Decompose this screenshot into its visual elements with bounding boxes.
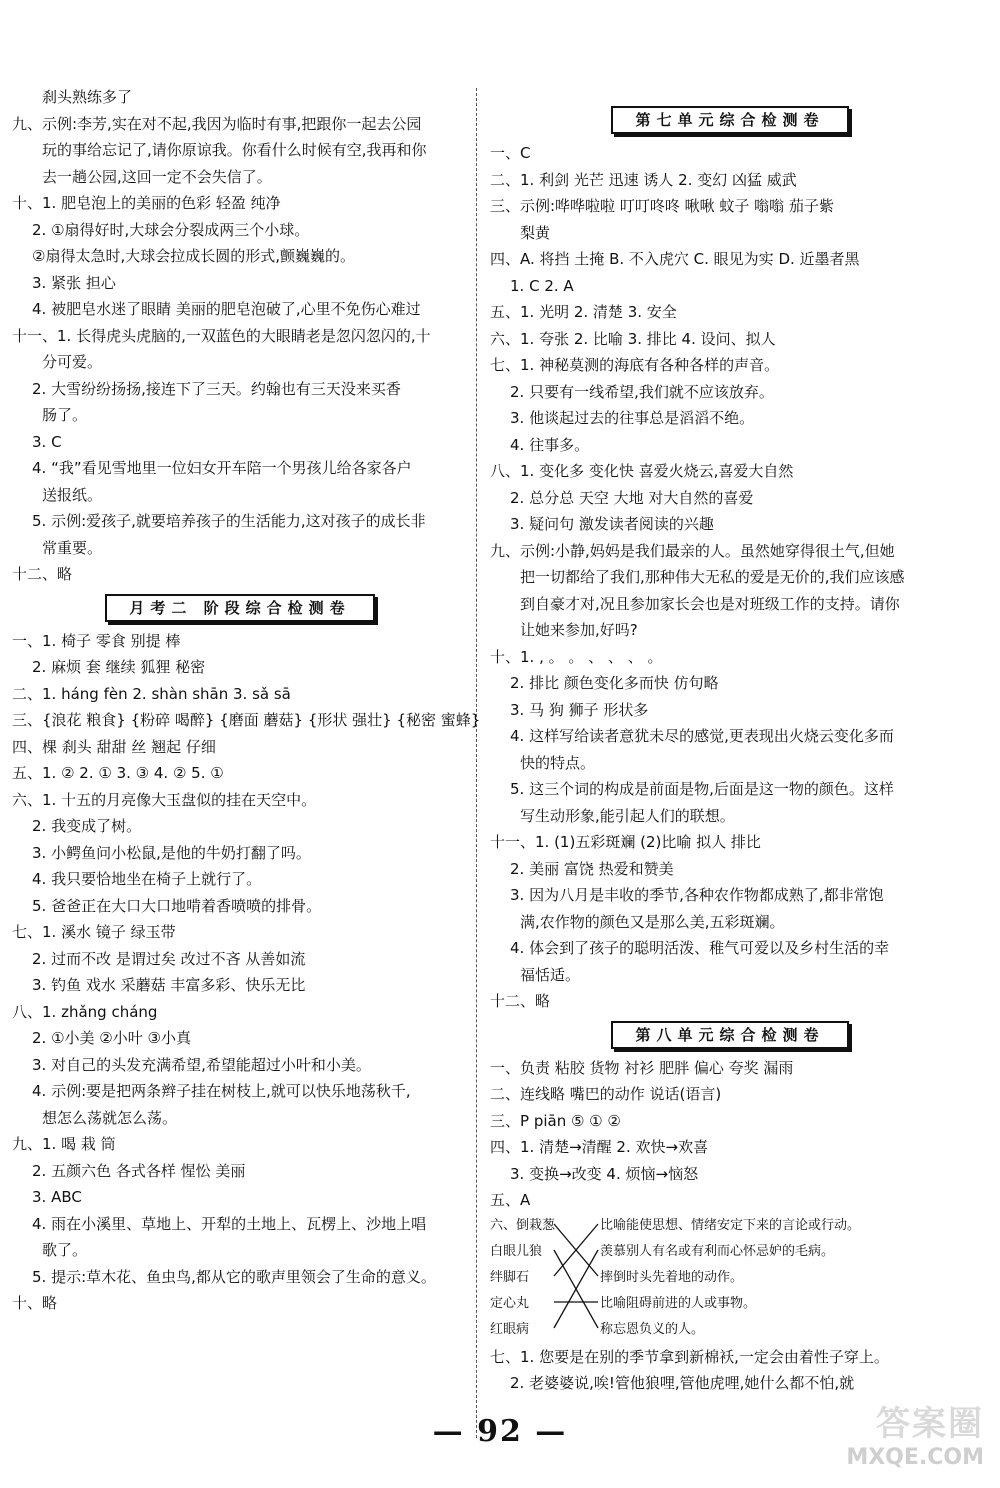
answer-line: ②扇得太急时,大球会拉成长圆的形式,颤巍巍的。: [32, 247, 355, 265]
matching-item: 绊脚石: [490, 1269, 530, 1285]
answer-line: 四、棵 刹头 甜甜 丝 翘起 仔细: [12, 737, 216, 756]
answer-line: 一、C: [490, 144, 531, 162]
answer-line: 九、示例:小静,妈妈是我们最亲的人。虽然她穿得很土气,但她: [490, 541, 895, 560]
answer-line: 八、1. 变化多 变化快 喜爱火烧云,喜爱大自然: [490, 462, 794, 480]
matching-item: 比喻阻碍前进的人或事物。: [600, 1295, 757, 1311]
answer-line: 三、P piān ⑤ ① ②: [490, 1111, 621, 1130]
answer-line: 3. ABC: [32, 1188, 82, 1206]
section-title-unit-8: [490, 1021, 970, 1049]
answer-line: 5. 提示:草木花、鱼虫鸟,都从它的歌声里领会了生命的意义。: [32, 1267, 436, 1286]
answer-line: 五、1. 光明 2. 清楚 3. 安全: [490, 303, 677, 321]
section-title-text: 第七单元综合检测卷: [611, 106, 848, 134]
answer-line: 十一、1. (1)五彩斑斓 (2)比喻 拟人 排比: [490, 833, 761, 851]
answer-line: 2. 大雪纷纷扬扬,接连下了三天。约翰也有三天没来买香: [32, 379, 401, 398]
answer-line: 4. 示例:要是把两条辫子挂在树枝上,就可以快乐地荡秋千,: [32, 1082, 411, 1100]
answer-line: 二、1. 利剑 光芒 迅速 诱人 2. 变幻 凶猛 威武: [490, 170, 797, 189]
answer-line: 3. 钓鱼 戏水 采蘑菇 丰富多彩、快乐无比: [32, 976, 306, 994]
answer-line: 五、1. ② 2. ① 3. ③ 4. ② 5. ①: [12, 764, 224, 782]
answer-line: 3. 马 狗 狮子 形状多: [510, 700, 649, 719]
answer-line: 十、1. , 。 。 、 、 、 。: [490, 647, 663, 666]
answer-line: 让她来参加,好吗?: [520, 621, 638, 639]
matching-item: 比喻能使思想、情绪安定下来的言论或行动。: [600, 1217, 861, 1233]
answer-line: 2. 只要有一线希望,我们就不应该放弃。: [510, 382, 774, 401]
answer-line: 3. 因为八月是丰收的季节,各种农作物都成熟了,都非常饱: [510, 886, 884, 904]
answer-line: 十、1. 肥皂泡上的美丽的色彩 轻盈 纯净: [12, 194, 281, 212]
right-answers-unit7: [490, 140, 970, 1015]
section-title-text: 月考二 阶段综合检测卷: [105, 594, 374, 622]
answer-line: 一、1. 椅子 零食 别提 棒: [12, 631, 181, 650]
answer-line: 4. 往事多。: [510, 435, 590, 454]
answer-line: 3. 紧张 担心: [32, 273, 116, 292]
answer-line: 2. ①扇得好时,大球会分裂成两三个小球。: [32, 220, 310, 239]
answer-line: 去一趟公园,这回一定不会失信了。: [42, 167, 272, 186]
answer-line: 七、1. 神秘莫测的海底有各种各样的声音。: [490, 356, 780, 374]
watermark-small: MXQE.COM: [846, 1445, 984, 1470]
answer-line: 2. 我变成了树。: [32, 817, 142, 835]
column-divider: [476, 88, 477, 1438]
matching-item: 红眼病: [490, 1321, 530, 1337]
idiom-matching-exercise: [490, 1214, 970, 1344]
right-column: [490, 84, 970, 1397]
answer-line: 三、示例:哗哗啦啦 叮叮咚咚 啾啾 蚊子 嗡嗡 茄子紫: [490, 197, 834, 215]
answer-line: 2. 过而不改 是谓过矣 改过不吝 从善如流: [32, 949, 306, 968]
page-number: — 92 —: [432, 1414, 568, 1449]
left-answers-part2: [12, 628, 481, 1317]
left-column: [12, 84, 481, 1317]
answer-line: 梨黄: [520, 223, 551, 242]
answer-line: 二、连线略 嘴巴的动作 说话(语言): [490, 1085, 722, 1103]
answer-line: 2. 排比 颜色变化多而快 仿句略: [510, 674, 719, 692]
answer-line: 3. 小鳄鱼问小松鼠,是他的牛奶打翻了吗。: [32, 843, 311, 862]
answer-line: 4. 我只要恰地坐在椅子上就行了。: [32, 870, 262, 888]
answer-line: 九、示例:李芳,实在对不起,我因为临时有事,把跟你一起去公园: [12, 114, 422, 133]
answer-line: 4. 被肥皂水迷了眼睛 美丽的肥皂泡破了,心里不免伤心难过: [32, 300, 421, 318]
answer-line: 写生动形象,能引起人们的联想。: [520, 806, 735, 825]
answer-line: 5. 爸爸正在大口大口地啃着香喷喷的排骨。: [32, 896, 322, 915]
answer-line: 2. 麻烦 套 继续 狐狸 秘密: [32, 658, 206, 676]
answer-line: 八、1. zhǎng cháng: [12, 1002, 158, 1021]
answer-line: 二、1. háng fèn 2. shàn shān 3. sǎ sā: [12, 684, 291, 703]
section-title-text: 第八单元综合检测卷: [611, 1021, 848, 1049]
answer-line: 5. 示例:爱孩子,就要培养孩子的生活能力,这对孩子的成长非: [32, 512, 426, 530]
answer-line: 刹头熟练多了: [42, 88, 133, 106]
answer-line: 3. C: [32, 432, 62, 451]
matching-item: 称忘恩负义的人。: [600, 1321, 705, 1337]
answer-line: 三、{浪花 粮食} {粉碎 喝醉} {磨面 蘑菇} {形状 强壮} {秘密 蜜蜂}: [12, 711, 481, 729]
answer-line: 3. 疑问句 激发读者阅读的兴趣: [510, 515, 714, 533]
answer-line: 分可爱。: [42, 353, 103, 371]
right-answers-unit8: [490, 1055, 970, 1214]
answer-line: 想怎么荡就怎么荡。: [42, 1108, 178, 1127]
answer-line: 十、略: [12, 1294, 58, 1312]
answer-line: 到自豪才对,况且参加家长会也是对班级工作的支持。请你: [520, 594, 900, 613]
answer-line: 快的特点。: [520, 753, 596, 772]
matching-item: 六、倒栽葱: [490, 1217, 556, 1233]
answer-line: 一、负责 粘胶 货物 衬衫 肥胖 偏心 夸奖 漏雨: [490, 1058, 794, 1077]
answer-line: 送报纸。: [42, 485, 103, 504]
answer-line: 2. 总分总 天空 大地 对大自然的喜爱: [510, 488, 754, 507]
watermark-big: 答案圈: [876, 1404, 984, 1444]
answer-line: 肠了。: [42, 406, 88, 424]
answer-line: 2. ①小美 ②小叶 ③小真: [32, 1029, 191, 1047]
answer-line: 四、A. 将挡 土掩 B. 不入虎穴 C. 眼见为实 D. 近墨者黑: [490, 250, 860, 268]
section-title-monthly-exam-2: [12, 594, 468, 622]
answer-line: 2. 美丽 富饶 热爱和赞美: [510, 859, 674, 878]
answer-line: 3. 他谈起过去的往事总是滔滔不绝。: [510, 409, 755, 427]
matching-lines: [552, 1214, 602, 1344]
answer-line: 六、1. 夸张 2. 比喻 3. 排比 4. 设问、拟人: [490, 329, 776, 348]
matching-item: 定心丸: [490, 1295, 530, 1311]
answer-line: 常重要。: [42, 538, 103, 557]
answer-line: 福恬适。: [520, 965, 581, 984]
matching-item: 摔倒时头先着地的动作。: [600, 1269, 744, 1285]
answer-line: 5. 这三个词的构成是前面是物,后面是这一物的颜色。这样: [510, 780, 894, 798]
left-answers-part1: [12, 84, 468, 588]
answer-line: 1. C 2. A: [510, 276, 574, 295]
answer-line: 十二、略: [490, 992, 551, 1010]
answer-line: 4. 体会到了孩子的聪明活泼、稚气可爱以及乡村生活的幸: [510, 939, 890, 957]
answer-line: 把一切都给了我们,那种伟大无私的爱是无价的,我们应该感: [520, 568, 905, 586]
answer-line: 七、1. 溪水 镜子 绿玉带: [12, 923, 176, 941]
answer-line: 4. 这样写给读者意犹未尽的感觉,更表现出火烧云变化多而: [510, 727, 894, 745]
matching-item: 羡慕别人有名或有利而心怀忌妒的毛病。: [600, 1243, 835, 1259]
answer-line: 4. 雨在小溪里、草地上、开犁的土地上、瓦楞上、沙地上唱: [32, 1214, 427, 1233]
answer-line: 3. 变换→改变 4. 烦恼→恼怒: [510, 1164, 699, 1183]
answer-line: 歌了。: [42, 1241, 88, 1259]
answer-line: 2. 老婆婆说,唉!管他狼哩,管他虎哩,她什么都不怕,就: [510, 1374, 855, 1392]
answer-line: 玩的事给忘记了,请你原谅我。你看什么时候有空,我再和你: [42, 141, 427, 159]
answer-line: 满,农作物的颜色又是那么美,五彩斑斓。: [520, 912, 785, 931]
answer-line: 3. 对自己的头发充满希望,希望能超过小叶和小美。: [32, 1055, 371, 1074]
answer-line: 五、A: [490, 1191, 531, 1209]
matching-item: 白眼儿狼: [490, 1243, 543, 1259]
section-title-unit-7: [490, 106, 970, 134]
answer-line: 六、1. 十五的月亮像大玉盘似的挂在天空中。: [12, 790, 317, 809]
answer-line: 十一、1. 长得虎头虎脑的,一双蓝色的大眼睛老是忽闪忽闪的,十: [12, 326, 431, 345]
answer-line: 十二、略: [12, 565, 73, 583]
answer-line: 4. “我”看见雪地里一位妇女开车陪一个男孩儿给各家各户: [32, 459, 412, 477]
answer-line: 四、1. 清楚→清醒 2. 欢快→欢喜: [490, 1138, 709, 1156]
answer-line: 2. 五颜六色 各式各样 惺忪 美丽: [32, 1161, 246, 1180]
watermark-logo: [846, 1396, 984, 1470]
answer-line: 七、1. 您要是在别的季节拿到新棉袄,一定会由着性子穿上。: [490, 1347, 889, 1366]
right-answers-tail: [490, 1344, 970, 1397]
answer-line: 九、1. 喝 栽 筒: [12, 1135, 116, 1153]
